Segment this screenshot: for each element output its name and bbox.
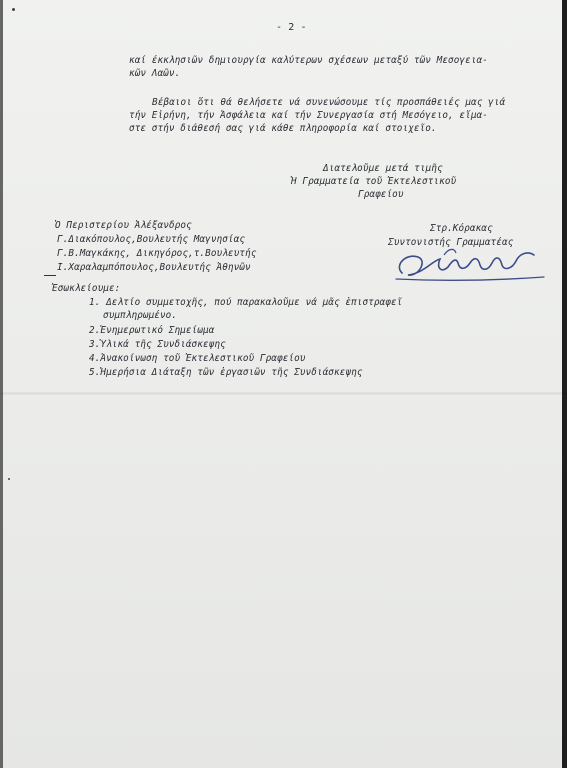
- recipient-line: Ι.Χαραλαμπόπουλος,Βουλευτής Ἀθηνῶν: [57, 262, 251, 273]
- punch-mark: [12, 8, 15, 11]
- recipient-underline: [44, 275, 56, 276]
- enclosures-heading: Ἐσωκλείουμε:: [52, 283, 121, 294]
- paper-fold-line: [0, 392, 567, 395]
- recipient-line: Γ.Διακόπουλος,Βουλευτής Μαγνησίας: [57, 234, 246, 245]
- body-line: τήν Εἰρήνη, τήν Ἀσφάλεια καί τήν Συνεργασία στή Μεσόγειο, εἴμα-: [129, 110, 488, 121]
- body-line: κῶν Λαῶν.: [129, 68, 181, 79]
- signatory-title: Συντονιστής Γραμματέας: [388, 237, 514, 248]
- closing-line: Ἡ Γραμματεία τοῦ Ἐκτελεστικοῦ: [291, 176, 457, 187]
- enclosure-item: 4.Ἀνακοίνωση τοῦ Ἐκτελεστικοῦ Γραφείου: [89, 353, 306, 364]
- closing-line: Διατελοῦμε μετά τιμῆς: [323, 163, 443, 174]
- enclosure-item: 1. Δελτίο συμμετοχῆς, πού παρακαλοῦμε νά μᾶς ἐπιστραφεῖ: [89, 297, 403, 308]
- handwritten-signature: [388, 243, 548, 288]
- enclosure-item: συμπληρωμένο.: [103, 310, 178, 321]
- enclosure-item: 2.Ἐνημερωτικό Σημείωμα: [89, 325, 215, 336]
- scan-edge-right: [562, 0, 567, 768]
- body-line: Βέβαιοι ὅτι θά θελήσετε νά συνενώσουμε τίς προσπάθειές μας γιά: [152, 97, 506, 108]
- signatory-name: Στρ.Κόρακας: [430, 223, 493, 234]
- speck-mark: [8, 478, 10, 480]
- closing-line: Γραφείου: [358, 189, 404, 200]
- body-line: καί έκκλησιῶν δημιουργία καλύτερων σχέσεων μεταξύ τῶν Μεσογεια-: [129, 55, 488, 66]
- enclosure-item: 5.Ἡμερήσια Διάταξη τῶν ἐργασιῶν τῆς Συνδιάσκεψης: [89, 367, 363, 378]
- enclosure-item: 3.Ὑλικά τῆς Συνδιάσκεψης: [89, 339, 226, 350]
- scan-edge-left: [0, 0, 3, 768]
- recipient-line: Ὁ Περιστερίου Ἀλέξανδρος: [55, 220, 192, 231]
- body-line: στε στήν διάθεσή σας γιά κάθε πληροφορία καί στοιχεῖο.: [129, 123, 437, 134]
- recipient-line: Γ.Β.Μαγκάκης, Δικηγόρος,τ.Βουλευτής: [57, 248, 257, 259]
- page-number: - 2 -: [276, 22, 307, 33]
